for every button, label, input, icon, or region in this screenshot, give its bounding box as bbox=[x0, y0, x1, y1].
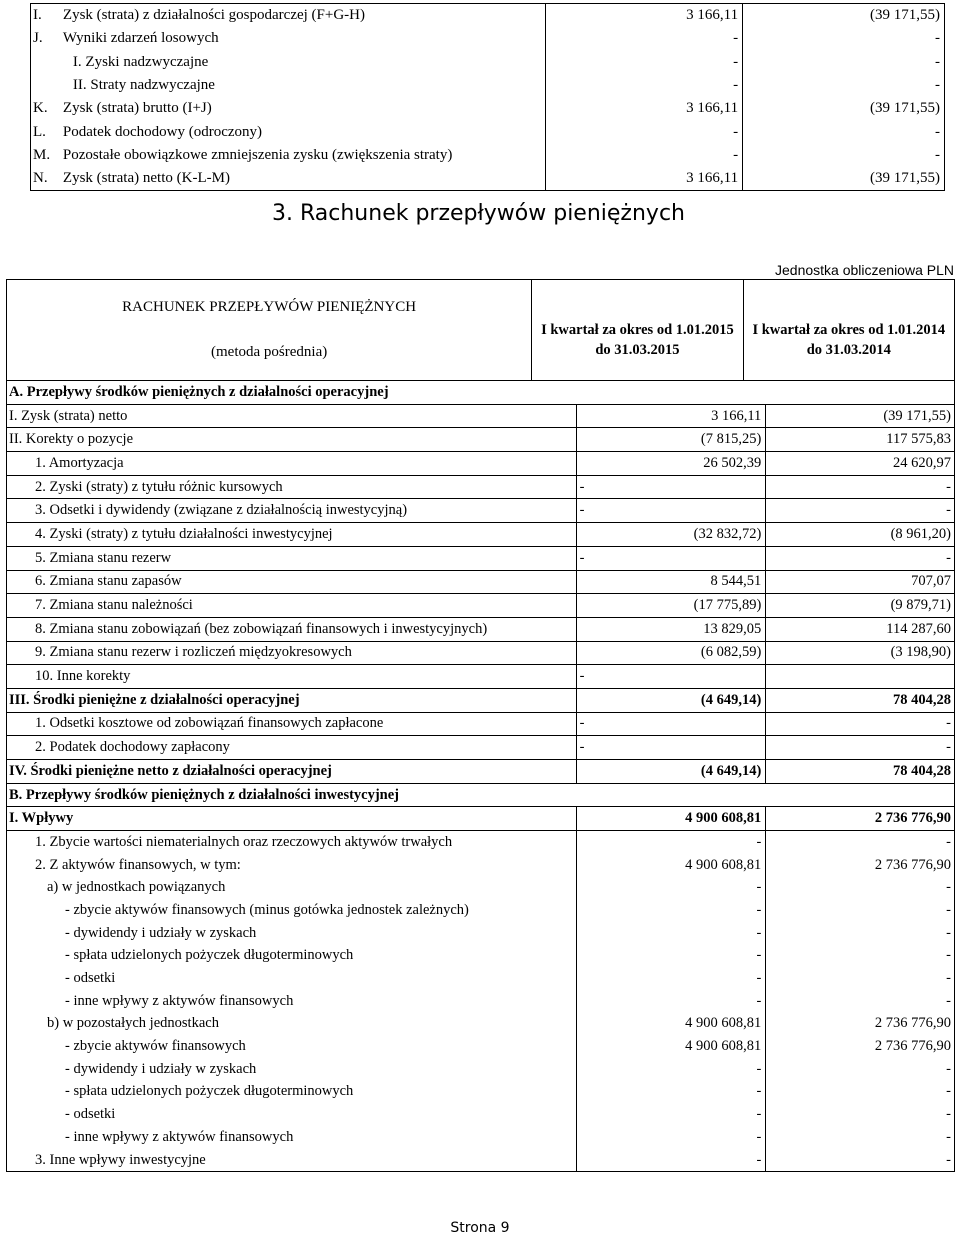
pl-code: J. bbox=[31, 27, 59, 50]
cashflow-label: B. Przepływy środków pieniężnych z działalności inwestycyjnej bbox=[7, 783, 577, 807]
pl-row bbox=[31, 167, 945, 191]
cashflow-value-2014: - bbox=[766, 1149, 955, 1172]
pl-row bbox=[31, 4, 945, 28]
cashflow-row bbox=[7, 546, 955, 570]
pl-label: II. Straty nadzwyczajne bbox=[59, 74, 546, 97]
cashflow-row bbox=[7, 428, 955, 452]
header-title: RACHUNEK PRZEPŁYWÓW PIENIĘŻNYCH bbox=[122, 299, 417, 315]
page-number: Strona 9 bbox=[450, 1220, 510, 1236]
pl-value-2015: 3 166,11 bbox=[546, 4, 743, 28]
cashflow-label: A. Przepływy środków pieniężnych z działalności operacyjnej bbox=[7, 381, 577, 405]
cashflow-row bbox=[7, 876, 955, 899]
cashflow-value-2015: 4 900 608,81 bbox=[576, 807, 766, 831]
cashflow-value-2015: - bbox=[576, 876, 766, 899]
cashflow-row bbox=[7, 945, 955, 968]
cashflow-value-2014: 2 736 776,90 bbox=[766, 1035, 955, 1058]
cashflow-row bbox=[7, 736, 955, 760]
cashflow-row bbox=[7, 594, 955, 618]
pl-code bbox=[31, 51, 59, 74]
header-col-2015 bbox=[532, 280, 743, 381]
cashflow-value-2015: - bbox=[576, 922, 766, 945]
col-2015-line1: I kwartał za okres od 1.01.2015 bbox=[541, 321, 734, 338]
cashflow-row bbox=[7, 452, 955, 476]
cashflow-value-2014: 707,07 bbox=[766, 570, 955, 594]
pl-label: Zysk (strata) netto (K-L-M) bbox=[59, 167, 546, 191]
pl-row bbox=[31, 27, 945, 50]
cashflow-value-2015: (4 649,14) bbox=[576, 760, 766, 784]
cashflow-label: 4. Zyski (straty) z tytułu działalności inwestycyjnej bbox=[7, 523, 577, 547]
cashflow-value-2014: - bbox=[766, 1058, 955, 1081]
pl-value-2015: 3 166,11 bbox=[546, 167, 743, 191]
pl-value-2014: (39 171,55) bbox=[743, 97, 945, 120]
cashflow-row bbox=[7, 760, 955, 784]
cashflow-label: I. Zysk (strata) netto bbox=[7, 404, 577, 428]
header-title-cell bbox=[7, 280, 532, 381]
pl-code: N. bbox=[31, 167, 59, 191]
cashflow-value-2014: 24 620,97 bbox=[766, 452, 955, 476]
pl-value-2014: (39 171,55) bbox=[743, 4, 945, 28]
cashflow-value-2015: - bbox=[576, 475, 766, 499]
cashflow-value-2015: 26 502,39 bbox=[576, 452, 766, 476]
pl-value-2014: (39 171,55) bbox=[743, 167, 945, 191]
cashflow-value-2014: - bbox=[766, 1103, 955, 1126]
cashflow-value-2015: - bbox=[576, 831, 766, 854]
cashflow-value-2015: - bbox=[576, 1058, 766, 1081]
unit-note: Jednostka obliczeniowa PLN bbox=[775, 262, 954, 278]
cashflow-label: - zbycie aktywów finansowych (minus gotówka jednostek zależnych) bbox=[7, 899, 577, 922]
cashflow-label: - spłata udzielonych pożyczek długoterminowych bbox=[7, 945, 577, 968]
pl-value-2014: - bbox=[743, 51, 945, 74]
pl-value-2015: - bbox=[546, 51, 743, 74]
cashflow-label: III. Środki pieniężne z działalności operacyjnej bbox=[7, 688, 577, 712]
cashflow-row bbox=[7, 688, 955, 712]
cashflow-value-2014: (8 961,20) bbox=[766, 523, 955, 547]
pl-value-2015: - bbox=[546, 27, 743, 50]
cashflow-label: 1. Odsetki kosztowe od zobowiązań finansowych zapłacone bbox=[7, 712, 577, 736]
cashflow-row bbox=[7, 1081, 955, 1104]
cashflow-value-2014: - bbox=[766, 712, 955, 736]
cashflow-label: - odsetki bbox=[7, 1103, 577, 1126]
cashflow-header bbox=[6, 279, 955, 381]
cashflow-value-2015: 4 900 608,81 bbox=[576, 854, 766, 877]
cashflow-value-2014: - bbox=[766, 1126, 955, 1149]
cashflow-label: - dywidendy i udziały w zyskach bbox=[7, 1058, 577, 1081]
cashflow-label: 3. Odsetki i dywidendy (związane z działalnością inwestycyjną) bbox=[7, 499, 577, 523]
cashflow-value-2015: - bbox=[576, 546, 766, 570]
cashflow-label: 2. Zyski (straty) z tytułu różnic kursowych bbox=[7, 475, 577, 499]
cashflow-value-2014: 2 736 776,90 bbox=[766, 1013, 955, 1036]
cashflow-value-2014: - bbox=[766, 475, 955, 499]
cashflow-row bbox=[7, 712, 955, 736]
cashflow-value-2014: (39 171,55) bbox=[766, 404, 955, 428]
header-col-2014 bbox=[743, 280, 954, 381]
section-title: 3. Rachunek przepływów pieniężnych bbox=[272, 201, 685, 226]
cashflow-row bbox=[7, 831, 955, 854]
cashflow-value-2014: (3 198,90) bbox=[766, 641, 955, 665]
cashflow-row bbox=[7, 665, 955, 689]
pl-value-2014: - bbox=[743, 144, 945, 167]
pl-label: Pozostałe obowiązkowe zmniejszenia zysku (zwiększenia straty) bbox=[59, 144, 546, 167]
cashflow-row bbox=[7, 1035, 955, 1058]
cashflow-label: - spłata udzielonych pożyczek długoterminowych bbox=[7, 1081, 577, 1104]
cashflow-value-2015: - bbox=[576, 736, 766, 760]
cashflow-row bbox=[7, 1013, 955, 1036]
cashflow-value-2014: - bbox=[766, 967, 955, 990]
pl-code: M. bbox=[31, 144, 59, 167]
cashflow-label: - odsetki bbox=[7, 967, 577, 990]
cashflow-value-2014: 117 575,83 bbox=[766, 428, 955, 452]
pl-row bbox=[31, 97, 945, 120]
cashflow-value-2014 bbox=[766, 783, 955, 807]
pl-value-2015: - bbox=[546, 120, 743, 143]
cashflow-value-2014 bbox=[766, 381, 955, 405]
cashflow-value-2014 bbox=[766, 665, 955, 689]
cashflow-row bbox=[7, 899, 955, 922]
cashflow-value-2015: 13 829,05 bbox=[576, 617, 766, 641]
cashflow-row bbox=[7, 404, 955, 428]
cashflow-label: I. Wpływy bbox=[7, 807, 577, 831]
cashflow-value-2015: (4 649,14) bbox=[576, 688, 766, 712]
cashflow-label: 6. Zmiana stanu zapasów bbox=[7, 570, 577, 594]
cashflow-value-2015: (6 082,59) bbox=[576, 641, 766, 665]
cashflow-row bbox=[7, 1058, 955, 1081]
col-2015-line2: do 31.03.2015 bbox=[595, 341, 680, 358]
pl-value-2014: - bbox=[743, 27, 945, 50]
cashflow-label: 3. Inne wpływy inwestycyjne bbox=[7, 1149, 577, 1172]
cashflow-label: - dywidendy i udziały w zyskach bbox=[7, 922, 577, 945]
cashflow-row bbox=[7, 854, 955, 877]
cashflow-value-2014: 78 404,28 bbox=[766, 760, 955, 784]
pl-label: Zysk (strata) brutto (I+J) bbox=[59, 97, 546, 120]
cashflow-row bbox=[7, 641, 955, 665]
pl-code: I. bbox=[31, 4, 59, 28]
cashflow-value-2014: - bbox=[766, 899, 955, 922]
cashflow-value-2015: 4 900 608,81 bbox=[576, 1013, 766, 1036]
pl-value-2014: - bbox=[743, 120, 945, 143]
cashflow-row bbox=[7, 1126, 955, 1149]
cashflow-row bbox=[7, 617, 955, 641]
cashflow-value-2014: 2 736 776,90 bbox=[766, 854, 955, 877]
cashflow-value-2014: - bbox=[766, 499, 955, 523]
cashflow-value-2014: 114 287,60 bbox=[766, 617, 955, 641]
cashflow-label: b) w pozostałych jednostkach bbox=[7, 1013, 577, 1036]
cashflow-row bbox=[7, 475, 955, 499]
pl-code: L. bbox=[31, 120, 59, 143]
cashflow-row bbox=[7, 499, 955, 523]
cashflow-value-2014: 2 736 776,90 bbox=[766, 807, 955, 831]
header-method: (metoda pośrednia) bbox=[211, 344, 328, 360]
cashflow-row bbox=[7, 381, 955, 405]
cashflow-value-2014: - bbox=[766, 990, 955, 1013]
cashflow-value-2014: - bbox=[766, 546, 955, 570]
cashflow-row bbox=[7, 1103, 955, 1126]
cashflow-label: 1. Amortyzacja bbox=[7, 452, 577, 476]
cashflow-value-2015: - bbox=[576, 899, 766, 922]
cashflow-value-2015: 4 900 608,81 bbox=[576, 1035, 766, 1058]
cashflow-table bbox=[6, 380, 955, 1172]
cashflow-value-2015: (7 815,25) bbox=[576, 428, 766, 452]
cashflow-label: 9. Zmiana stanu rezerw i rozliczeń międzyokresowych bbox=[7, 641, 577, 665]
pl-label: I. Zyski nadzwyczajne bbox=[59, 51, 546, 74]
cashflow-value-2015: - bbox=[576, 712, 766, 736]
cashflow-value-2015: - bbox=[576, 1103, 766, 1126]
cashflow-value-2014: - bbox=[766, 1081, 955, 1104]
cashflow-row bbox=[7, 783, 955, 807]
pl-code: K. bbox=[31, 97, 59, 120]
cashflow-label: 1. Zbycie wartości niematerialnych oraz rzeczowych aktywów trwałych bbox=[7, 831, 577, 854]
cashflow-row bbox=[7, 570, 955, 594]
cashflow-row bbox=[7, 807, 955, 831]
pl-row bbox=[31, 144, 945, 167]
cashflow-value-2014: (9 879,71) bbox=[766, 594, 955, 618]
cashflow-row bbox=[7, 967, 955, 990]
cashflow-value-2015: - bbox=[576, 945, 766, 968]
cashflow-label: a) w jednostkach powiązanych bbox=[7, 876, 577, 899]
pl-value-2015: - bbox=[546, 144, 743, 167]
cashflow-label: 7. Zmiana stanu należności bbox=[7, 594, 577, 618]
cashflow-value-2014: - bbox=[766, 831, 955, 854]
cashflow-label: 5. Zmiana stanu rezerw bbox=[7, 546, 577, 570]
cashflow-value-2015: - bbox=[576, 499, 766, 523]
cashflow-value-2015 bbox=[576, 783, 766, 807]
pl-row bbox=[31, 51, 945, 74]
pl-value-2015: - bbox=[546, 74, 743, 97]
cashflow-value-2015 bbox=[576, 381, 766, 405]
cashflow-value-2014: - bbox=[766, 876, 955, 899]
cashflow-label: 10. Inne korekty bbox=[7, 665, 577, 689]
cashflow-value-2015: 8 544,51 bbox=[576, 570, 766, 594]
cashflow-label: - zbycie aktywów finansowych bbox=[7, 1035, 577, 1058]
col-2014-line1: I kwartał za okres od 1.01.2014 bbox=[752, 321, 946, 338]
cashflow-value-2014: - bbox=[766, 736, 955, 760]
pl-value-2015: 3 166,11 bbox=[546, 97, 743, 120]
col-2014-line2: do 31.03.2014 bbox=[806, 341, 891, 358]
pl-row bbox=[31, 120, 945, 143]
pl-label: Wyniki zdarzeń losowych bbox=[59, 27, 546, 50]
pl-row bbox=[31, 74, 945, 97]
cashflow-label: 2. Z aktywów finansowych, w tym: bbox=[7, 854, 577, 877]
cashflow-label: II. Korekty o pozycje bbox=[7, 428, 577, 452]
cashflow-value-2015: - bbox=[576, 1081, 766, 1104]
cashflow-value-2015: - bbox=[576, 990, 766, 1013]
cashflow-row bbox=[7, 922, 955, 945]
cashflow-value-2014: - bbox=[766, 945, 955, 968]
pl-code bbox=[31, 74, 59, 97]
cashflow-value-2015: - bbox=[576, 1149, 766, 1172]
pl-label: Zysk (strata) z działalności gospodarczej (F+G-H) bbox=[59, 4, 546, 28]
cashflow-label: 8. Zmiana stanu zobowiązań (bez zobowiązań finansowych i inwestycyjnych) bbox=[7, 617, 577, 641]
pl-value-2014: - bbox=[743, 74, 945, 97]
cashflow-value-2015: 3 166,11 bbox=[576, 404, 766, 428]
cashflow-value-2014: - bbox=[766, 922, 955, 945]
cashflow-value-2015: - bbox=[576, 967, 766, 990]
cashflow-value-2015: (32 832,72) bbox=[576, 523, 766, 547]
cashflow-label: - inne wpływy z aktywów finansowych bbox=[7, 990, 577, 1013]
cashflow-label: 2. Podatek dochodowy zapłacony bbox=[7, 736, 577, 760]
profit-loss-table bbox=[30, 3, 945, 191]
cashflow-label: IV. Środki pieniężne netto z działalności operacyjnej bbox=[7, 760, 577, 784]
cashflow-value-2015: - bbox=[576, 1126, 766, 1149]
cashflow-row bbox=[7, 990, 955, 1013]
cashflow-value-2014: 78 404,28 bbox=[766, 688, 955, 712]
cashflow-value-2015: - bbox=[576, 665, 766, 689]
cashflow-row bbox=[7, 1149, 955, 1172]
pl-label: Podatek dochodowy (odroczony) bbox=[59, 120, 546, 143]
cashflow-label: - inne wpływy z aktywów finansowych bbox=[7, 1126, 577, 1149]
cashflow-row bbox=[7, 523, 955, 547]
cashflow-value-2015: (17 775,89) bbox=[576, 594, 766, 618]
